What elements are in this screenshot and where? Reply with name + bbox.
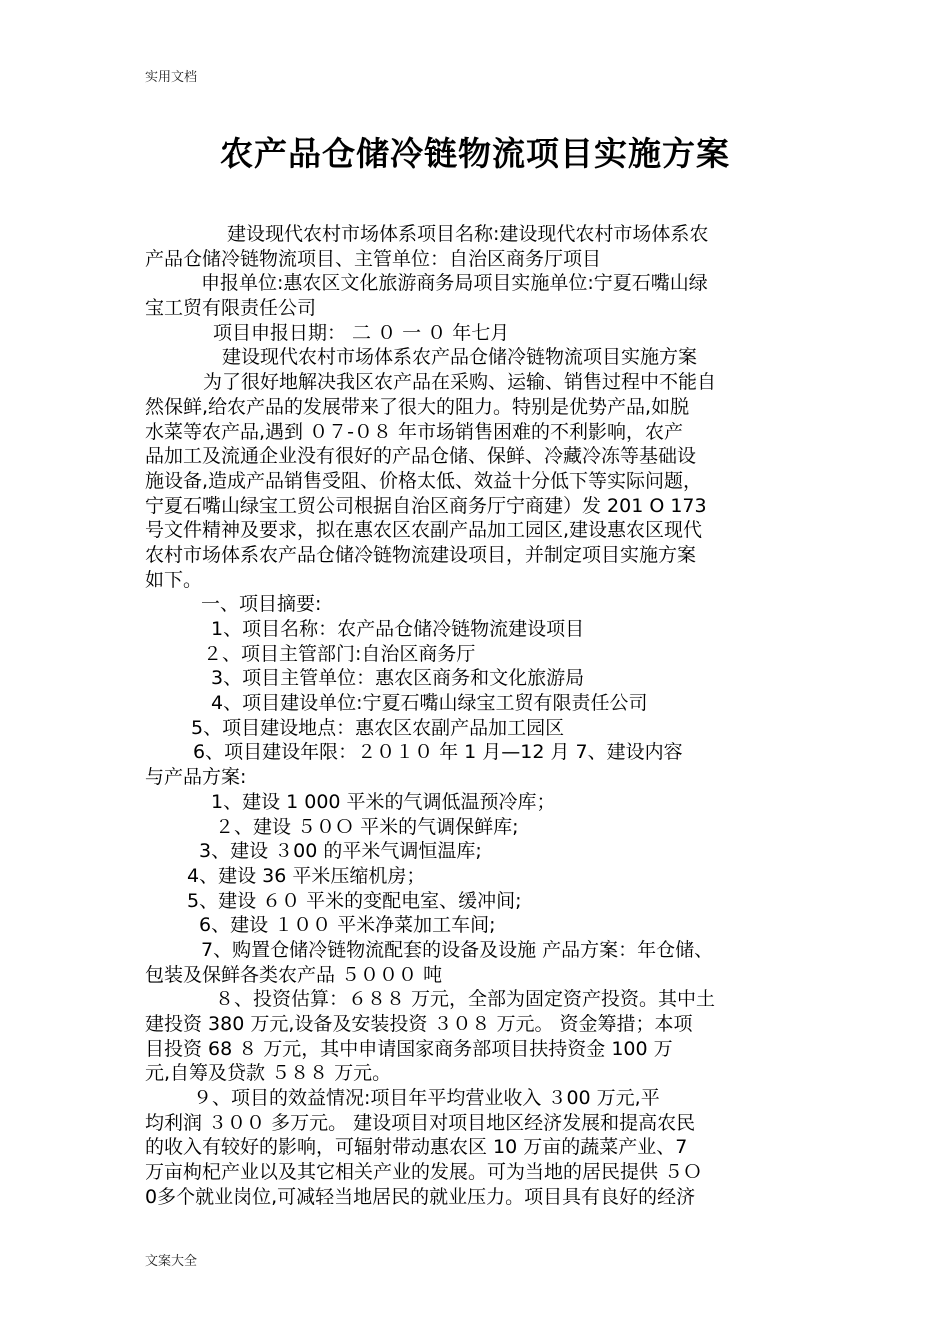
text-line: 建设现代农村市场体系项目名称:建设现代农村市场体系农 [227, 223, 709, 245]
text-line: 包装及保鲜各类农产品 ５０００ 吨 [145, 963, 443, 986]
text-line: 与产品方案: [145, 766, 247, 789]
text-line: 1、建设 1 000 平米的气调低温预冷库； [211, 790, 556, 813]
text-line: 万亩枸杞产业以及其它相关产业的发展。可为当地的居民提供 ５Ｏ [145, 1161, 703, 1184]
text-line: 均利润 ３００ 多万元。 建设项目对项目地区经济发展和提高农民 [145, 1111, 696, 1134]
text-line: 7、购置仓储冷链物流配套的设备及设施 产品方案：年仓储、 [201, 938, 714, 961]
text-line: 4、项目建设单位:宁夏石嘴山绿宝工贸有限责任公司 [211, 692, 648, 715]
page-footer-label: 文案大全 [145, 1254, 198, 1269]
text-line: 5、建设 ６０ 平米的变配电室、缓冲间; [187, 889, 522, 912]
text-line: 农村市场体系农产品仓储冷链物流建设项目，并制定项目实施方案 [145, 543, 697, 566]
text-line: 申报单位:惠农区文化旅游商务局项目实施单位:宁夏石嘴山绿 [201, 272, 708, 295]
text-line: 目投资 68 ８ 万元，其中申请国家商务部项目扶持资金 100 万 [145, 1037, 673, 1060]
text-line: 施设备,造成产品销售受阻、价格太低、效益十分低下等实际问题， [145, 469, 703, 492]
text-line: 建设现代农村市场体系农产品仓储冷链物流项目实施方案 [222, 346, 698, 369]
text-line: 元,自筹及贷款 ５８８ 万元。 [145, 1062, 392, 1085]
text-line: 然保鲜,给农产品的发展带来了很大的阻力。特别是优势产品,如脱 [145, 395, 690, 418]
text-line: ２、建设 ５０Ｏ 平米的气调保鲜库; [215, 815, 519, 838]
text-line: 1、项目名称：农产品仓储冷链物流建设项目 [211, 618, 585, 640]
text-line: 品加工及流通企业没有很好的产品仓储、保鲜、冷藏冷冻等基础设 [145, 445, 697, 468]
text-line: 6、建设 １００ 平米净菜加工车间; [199, 914, 496, 937]
text-line: 建投资 380 万元,设备及安装投资 ３０８ 万元。 资金筹措；本项 [145, 1013, 693, 1035]
text-line: 的收入有较好的影响，可辐射带动惠农区 10 万亩的蔬菜产业、7 [145, 1136, 688, 1159]
text-line: 号文件精神及要求，拟在惠农区农副产品加工园区,建设惠农区现代 [145, 519, 703, 542]
text-line: 宝工贸有限责任公司 [145, 297, 317, 320]
text-line: 水菜等农产品,遇到 ０７-０８ 年市场销售困难的不利影响，农产 [145, 420, 683, 443]
text-line: 宁夏石嘴山绿宝工贸公司根据自治区商务厅宁商建）发 201 O 173 [145, 494, 707, 517]
text-line: 产品仓储冷链物流项目、主管单位：自治区商务厅项目 [145, 247, 602, 270]
page-header-label: 实用文档 [145, 70, 198, 85]
text-line: ２、项目主管部门:自治区商务厅 [203, 642, 476, 665]
text-line: ８、投资估算：６８８ 万元，全部为固定资产投资。其中土 [215, 988, 716, 1011]
text-line: 3、项目主管单位：惠农区商务和文化旅游局 [211, 667, 585, 690]
text-line: 3、建设 ３00 的平米气调恒温库; [199, 840, 482, 863]
text-line: 一、项目摘要: [201, 593, 322, 616]
text-line: 5、项目建设地点：惠农区农副产品加工园区 [191, 716, 565, 739]
text-line: 为了很好地解决我区农产品在采购、运输、销售过程中不能自 [203, 371, 717, 394]
document-title: 农产品仓储冷链物流项目实施方案 [220, 134, 730, 173]
text-line: 0多个就业岗位,可减轻当地居民的就业压力。项目具有良好的经济 [145, 1185, 696, 1208]
text-line: 项目申报日期： 二 ０ 一 ０ 年七月 [213, 321, 510, 344]
text-line: 如下。 [145, 568, 203, 591]
document-body [145, 222, 825, 1210]
text-line: ９、项目的效益情况:项目年平均营业收入 ３00 万元,平 [193, 1087, 660, 1110]
text-line: 4、建设 36 平米压缩机房； [187, 864, 426, 887]
text-line: 6、项目建设年限：２０１０ 年 1 月—12 月 7、建设内容 [193, 741, 683, 764]
